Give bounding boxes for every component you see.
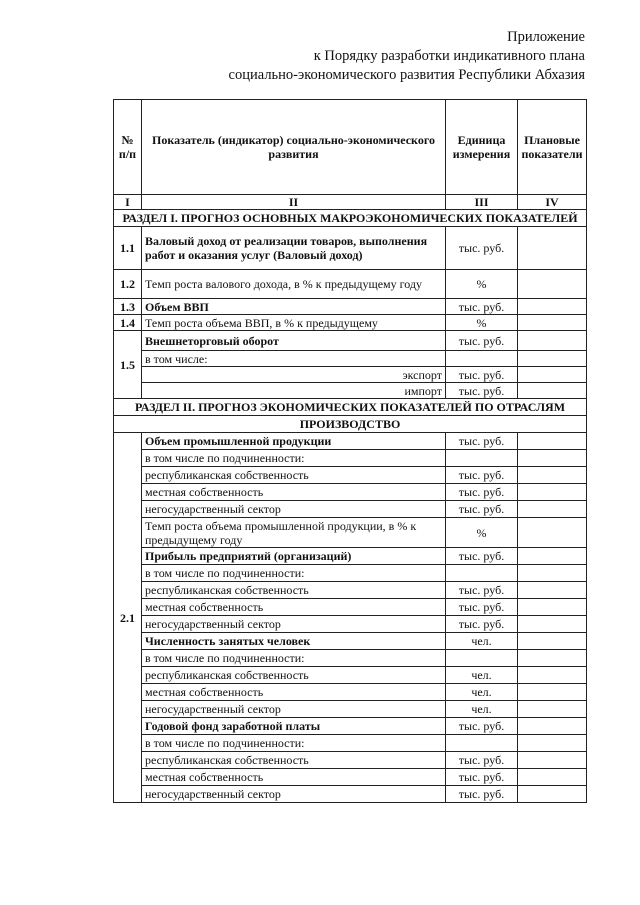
subsection-row <box>114 416 587 433</box>
row-label: республиканская собственность <box>142 752 446 769</box>
row-plan-cell <box>518 684 587 701</box>
row-label: местная собственность <box>142 769 446 786</box>
row-number: 2.1 <box>114 433 142 803</box>
row-number: 1.4 <box>114 315 142 331</box>
row-label: в том числе по подчиненности: <box>142 650 446 667</box>
table-row <box>114 616 587 633</box>
row-label: Темп роста объема промышленной продукции, в % к предыдущему году <box>142 518 446 548</box>
row-unit <box>446 650 518 667</box>
row-plan-cell <box>518 650 587 667</box>
row-unit: тыс. руб. <box>446 467 518 484</box>
row-label: Прибыль предприятий (организаций) <box>142 548 446 565</box>
row-plan-cell <box>518 450 587 467</box>
row-unit: тыс. руб. <box>446 752 518 769</box>
row-number: 1.5 <box>114 331 142 399</box>
row-plan-cell <box>518 582 587 599</box>
header-line-3: социально-экономического развития Республики Абхазия <box>228 67 585 83</box>
row-plan-cell <box>518 367 587 383</box>
roman-numerals-row <box>114 195 587 210</box>
table-row <box>114 351 587 367</box>
row-unit: чел. <box>446 633 518 650</box>
indicators-table <box>113 99 587 803</box>
row-plan-cell <box>518 501 587 518</box>
table-row <box>114 769 587 786</box>
table-row <box>114 718 587 735</box>
row-plan-cell <box>518 433 587 450</box>
row-plan-cell <box>518 701 587 718</box>
row-unit: тыс. руб. <box>446 769 518 786</box>
row-unit: тыс. руб. <box>446 331 518 351</box>
row-unit: % <box>446 270 518 299</box>
row-unit: тыс. руб. <box>446 548 518 565</box>
table-header-row <box>114 100 587 195</box>
col-header-num: № п/п <box>114 100 142 195</box>
row-plan-cell <box>518 227 587 270</box>
row-label: Валовый доход от реализации товаров, выполнения работ и оказания услуг (Валовый доход) <box>142 227 446 270</box>
row-unit: чел. <box>446 684 518 701</box>
row-unit: тыс. руб. <box>446 582 518 599</box>
table-row <box>114 383 587 399</box>
row-label: Численность занятых человек <box>142 633 446 650</box>
row-number: 1.2 <box>114 270 142 299</box>
row-plan-cell <box>518 331 587 351</box>
row-unit <box>446 735 518 752</box>
row-unit: тыс. руб. <box>446 718 518 735</box>
roman-1: I <box>114 195 142 210</box>
row-label: республиканская собственность <box>142 467 446 484</box>
header-line-1: Приложение <box>507 29 585 45</box>
row-number: 1.1 <box>114 227 142 270</box>
col-header-plan: Плановые показатели <box>518 100 587 195</box>
row-plan-cell <box>518 735 587 752</box>
row-unit: тыс. руб. <box>446 599 518 616</box>
row-plan-cell <box>518 786 587 803</box>
row-plan-cell <box>518 467 587 484</box>
table-row <box>114 450 587 467</box>
table-row <box>114 433 587 450</box>
table-row <box>114 501 587 518</box>
table-row <box>114 684 587 701</box>
row-label: Внешнеторговый оборот <box>142 331 446 351</box>
row-number: 1.3 <box>114 299 142 315</box>
section-2-title: РАЗДЕЛ II. ПРОГНОЗ ЭКОНОМИЧЕСКИХ ПОКАЗАТЕЛЕЙ ПО ОТРАСЛЯМ <box>114 399 587 416</box>
row-label: в том числе по подчиненности: <box>142 565 446 582</box>
row-plan-cell <box>518 383 587 399</box>
row-unit: тыс. руб. <box>446 616 518 633</box>
table-row <box>114 227 587 270</box>
table-row <box>114 599 587 616</box>
row-label: местная собственность <box>142 484 446 501</box>
row-unit: тыс. руб. <box>446 433 518 450</box>
table-row <box>114 299 587 315</box>
row-label: негосударственный сектор <box>142 701 446 718</box>
table-row <box>114 582 587 599</box>
table-row <box>114 735 587 752</box>
row-label: импорт <box>142 383 446 399</box>
row-unit: тыс. руб. <box>446 484 518 501</box>
roman-2: II <box>142 195 446 210</box>
row-unit: тыс. руб. <box>446 367 518 383</box>
row-unit: тыс. руб. <box>446 501 518 518</box>
header-line-2: к Порядку разработки индикативного плана <box>313 48 585 64</box>
row-label: негосударственный сектор <box>142 501 446 518</box>
row-unit: чел. <box>446 701 518 718</box>
row-plan-cell <box>518 518 587 548</box>
row-unit: тыс. руб. <box>446 227 518 270</box>
row-label: негосударственный сектор <box>142 786 446 803</box>
row-label: Объем промышленной продукции <box>142 433 446 450</box>
row-plan-cell <box>518 565 587 582</box>
table-row <box>114 650 587 667</box>
section-2-row <box>114 399 587 416</box>
row-plan-cell <box>518 752 587 769</box>
row-unit <box>446 351 518 367</box>
row-label: Объем ВВП <box>142 299 446 315</box>
section-1-row <box>114 210 587 227</box>
row-label: республиканская собственность <box>142 667 446 684</box>
row-plan-cell <box>518 270 587 299</box>
row-plan-cell <box>518 718 587 735</box>
section-1-title: РАЗДЕЛ I. ПРОГНОЗ ОСНОВНЫХ МАКРОЭКОНОМИЧЕСКИХ ПОКАЗАТЕЛЕЙ <box>114 210 587 227</box>
row-label: экспорт <box>142 367 446 383</box>
row-label: в том числе по подчиненности: <box>142 450 446 467</box>
row-label: Годовой фонд заработной платы <box>142 718 446 735</box>
row-plan-cell <box>518 548 587 565</box>
row-unit: чел. <box>446 667 518 684</box>
row-label: местная собственность <box>142 684 446 701</box>
row-unit: % <box>446 315 518 331</box>
table-row <box>114 565 587 582</box>
table-row <box>114 331 587 351</box>
table-row <box>114 548 587 565</box>
row-label: местная собственность <box>142 599 446 616</box>
row-plan-cell <box>518 769 587 786</box>
col-header-unit: Единица измерения <box>446 100 518 195</box>
table-row <box>114 270 587 299</box>
row-label: в том числе: <box>142 351 446 367</box>
row-label: Темп роста валового дохода, в % к предыдущему году <box>142 270 446 299</box>
table-row <box>114 786 587 803</box>
roman-4: IV <box>518 195 587 210</box>
row-label: республиканская собственность <box>142 582 446 599</box>
table-row <box>114 752 587 769</box>
row-unit: тыс. руб. <box>446 383 518 399</box>
row-plan-cell <box>518 633 587 650</box>
row-plan-cell <box>518 616 587 633</box>
subsection-title: ПРОИЗВОДСТВО <box>114 416 587 433</box>
row-unit: тыс. руб. <box>446 786 518 803</box>
table-row <box>114 367 587 383</box>
table-row <box>114 467 587 484</box>
row-label: негосударственный сектор <box>142 616 446 633</box>
row-plan-cell <box>518 351 587 367</box>
row-unit: % <box>446 518 518 548</box>
row-plan-cell <box>518 667 587 684</box>
table-row <box>114 633 587 650</box>
row-plan-cell <box>518 315 587 331</box>
row-label: Темп роста объема ВВП, в % к предыдущему <box>142 315 446 331</box>
row-unit: тыс. руб. <box>446 299 518 315</box>
col-header-indicator: Показатель (индикатор) социально-экономического развития <box>142 100 446 195</box>
row-plan-cell <box>518 299 587 315</box>
table-row <box>114 701 587 718</box>
row-label: в том числе по подчиненности: <box>142 735 446 752</box>
row-unit <box>446 450 518 467</box>
document-header <box>229 28 585 85</box>
table-row <box>114 484 587 501</box>
row-plan-cell <box>518 599 587 616</box>
table-row <box>114 667 587 684</box>
table-row <box>114 315 587 331</box>
roman-3: III <box>446 195 518 210</box>
row-unit <box>446 565 518 582</box>
table-row <box>114 518 587 548</box>
row-plan-cell <box>518 484 587 501</box>
